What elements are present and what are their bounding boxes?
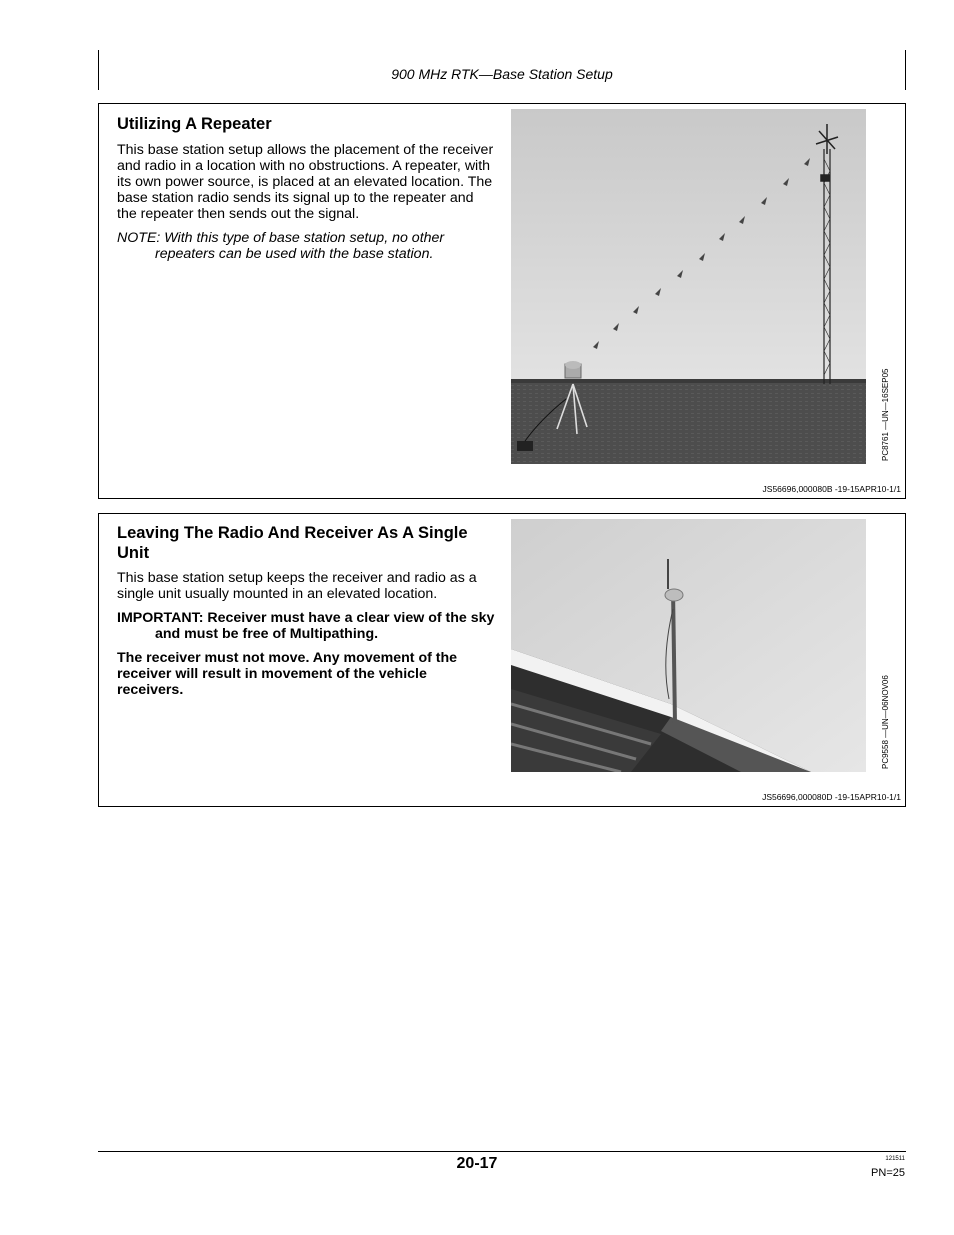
doc-id: JS56696,000080D -19-15APR10-1/1 bbox=[762, 792, 901, 802]
header-title: 900 MHz RTK—Base Station Setup bbox=[391, 66, 613, 82]
section-title: Leaving The Radio And Receiver As A Single Unit bbox=[117, 524, 468, 562]
section-body bbox=[117, 570, 497, 706]
doc-id: JS56696,000080B -19-15APR10-1/1 bbox=[762, 484, 901, 494]
page-header bbox=[98, 50, 906, 90]
body-paragraph: This base station setup allows the placement of the receiver and radio in a location with no obstructions. A repeater, with its own power source, is placed at an elevated location. The base station radio sends its signal up to the repeater and the repeater then sends out the signal. bbox=[117, 142, 494, 222]
section-single-unit bbox=[98, 513, 906, 807]
photo-code: PC9558 —UN—06NOV06 bbox=[881, 675, 890, 769]
footer-divider bbox=[98, 1151, 906, 1152]
section-body bbox=[117, 142, 497, 270]
pn-code: PN=25 bbox=[871, 1167, 905, 1179]
note-text: NOTE: With this type of base station setup, no other repeaters can be used with the base station. bbox=[117, 230, 445, 262]
repeater-tower-photo bbox=[511, 109, 866, 464]
important-text: IMPORTANT: Receiver must have a clear view of the sky and must be free of Multipathing. bbox=[117, 610, 495, 642]
roof-mounted-receiver-photo bbox=[511, 519, 866, 772]
section-title: Utilizing A Repeater bbox=[117, 115, 272, 133]
body-paragraph: This base station setup keeps the receiver and radio as a single unit usually mounted in an elevated location. bbox=[117, 570, 477, 602]
date-code: 121511 bbox=[885, 1156, 905, 1162]
section-utilizing-repeater bbox=[98, 103, 906, 499]
page-number: 20-17 bbox=[456, 1155, 498, 1172]
photo-code: PC8761 —UN—16SEP05 bbox=[881, 368, 890, 461]
important-continued-text: The receiver must not move. Any movement of the receiver will result in movement of the vehicle receivers. bbox=[117, 650, 458, 698]
